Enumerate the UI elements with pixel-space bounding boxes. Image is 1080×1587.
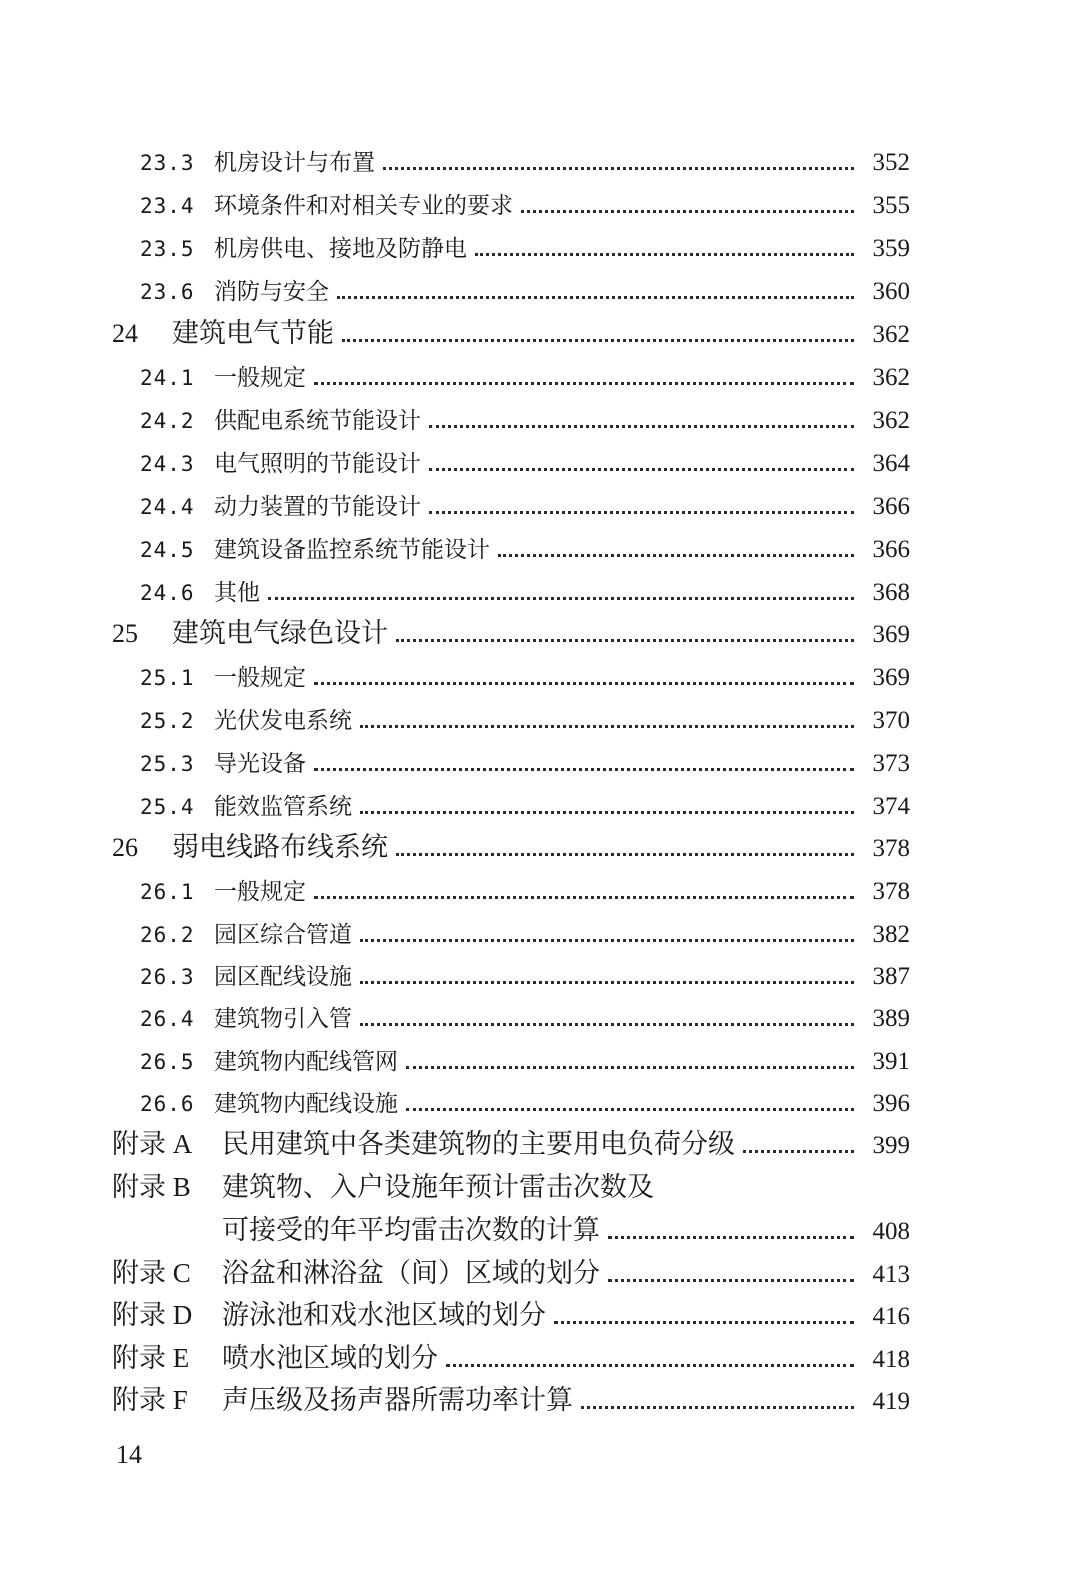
entry-page-number: 378 [872, 878, 910, 905]
entry-title: 供配电系统节能设计 [214, 408, 421, 434]
toc-entry[interactable] [140, 279, 910, 304]
entry-title: 其他 [214, 580, 260, 606]
dot-leader [446, 1364, 854, 1367]
entry-title: 消防与安全 [214, 279, 329, 305]
appendix-label: 附录 B [112, 1172, 191, 1202]
toc-entry[interactable] [140, 236, 910, 261]
dot-leader [554, 1321, 854, 1324]
chapter-number: 25 [112, 619, 138, 648]
chapter-number: 26 [112, 833, 138, 862]
entry-title: 导光设备 [214, 751, 306, 777]
dot-leader [429, 511, 854, 514]
entry-page-number: 419 [872, 1388, 910, 1415]
dot-leader [608, 1279, 854, 1282]
toc-appendix-entry[interactable] [112, 1387, 910, 1415]
toc-chapter-entry[interactable] [112, 620, 910, 648]
entry-number: 26.3 [140, 965, 195, 989]
dot-leader [429, 425, 854, 428]
dot-leader [521, 210, 854, 213]
entry-title: 机房供电、接地及防静电 [214, 236, 467, 262]
entry-number: 25.3 [140, 752, 195, 776]
entry-page-number: 378 [872, 835, 910, 862]
toc-entry[interactable] [140, 408, 910, 433]
entry-page-number: 368 [872, 579, 910, 606]
toc-appendix-entry[interactable] [112, 1131, 910, 1159]
entry-title: 一般规定 [214, 365, 306, 391]
entry-page-number: 370 [872, 707, 910, 734]
dot-leader [383, 167, 854, 170]
toc-appendix-entry[interactable] [112, 1302, 910, 1330]
entry-number: 23.4 [140, 194, 195, 218]
toc-entry[interactable] [140, 365, 910, 390]
toc-entry[interactable] [140, 665, 910, 690]
dot-leader [396, 639, 854, 642]
toc-entry[interactable] [140, 537, 910, 562]
entry-page-number: 389 [872, 1005, 910, 1032]
dot-leader [498, 554, 854, 557]
entry-number: 23.5 [140, 237, 195, 261]
entry-page-number: 352 [872, 149, 910, 176]
toc-entry[interactable] [140, 751, 910, 776]
toc-appendix-entry[interactable] [112, 1260, 910, 1288]
entry-page-number: 362 [872, 321, 910, 348]
entry-page-number: 366 [872, 493, 910, 520]
entry-page-number: 369 [872, 621, 910, 648]
toc-appendix-entry[interactable] [112, 1174, 910, 1201]
entry-number: 26.4 [140, 1007, 195, 1031]
entry-number: 26.5 [140, 1050, 195, 1074]
dot-leader [406, 1066, 854, 1069]
entry-title: 建筑物内配线设施 [214, 1091, 398, 1117]
entry-page-number: 369 [872, 664, 910, 691]
entry-title: 一般规定 [214, 665, 306, 691]
entry-title: 建筑物引入管 [214, 1006, 352, 1032]
toc-appendix-entry[interactable] [112, 1345, 910, 1373]
dot-leader [360, 1023, 854, 1026]
dot-leader [314, 896, 854, 899]
toc-entry[interactable] [140, 150, 910, 175]
chapter-title: 建筑电气绿色设计 [172, 618, 388, 649]
dot-leader [360, 981, 854, 984]
entry-page-number: 408 [872, 1218, 910, 1245]
entry-number: 26.6 [140, 1092, 195, 1116]
dot-leader [337, 296, 854, 299]
toc-entry[interactable] [140, 193, 910, 218]
entry-page-number: 362 [872, 407, 910, 434]
entry-number: 24.1 [140, 366, 195, 390]
entry-page-number: 391 [872, 1048, 910, 1075]
dot-leader [360, 811, 854, 814]
entry-number: 23.6 [140, 280, 195, 304]
appendix-label: 附录 C [112, 1258, 191, 1288]
entry-number: 24.2 [140, 409, 195, 433]
appendix-title-continued: 可接受的年平均雷击次数的计算 [222, 1215, 600, 1246]
entry-page-number: 355 [872, 192, 910, 219]
toc-entry[interactable] [140, 708, 910, 733]
entry-number: 24.3 [140, 452, 195, 476]
appendix-title: 声压级及扬声器所需功率计算 [222, 1385, 573, 1416]
dot-leader [342, 339, 854, 342]
entry-page-number: 366 [872, 536, 910, 563]
entry-page-number: 396 [872, 1090, 910, 1117]
entry-page-number: 382 [872, 921, 910, 948]
entry-number: 25.2 [140, 709, 195, 733]
entry-title: 能效监管系统 [214, 794, 352, 820]
entry-number: 26.1 [140, 880, 195, 904]
appendix-label: 附录 F [112, 1385, 188, 1415]
entry-page-number: 399 [872, 1132, 910, 1159]
appendix-title: 建筑物、入户设施年预计雷击次数及 [222, 1172, 654, 1203]
dot-leader [360, 939, 854, 942]
entry-title: 动力装置的节能设计 [214, 494, 421, 520]
chapter-title: 建筑电气节能 [172, 318, 334, 349]
entry-page-number: 360 [872, 278, 910, 305]
entry-page-number: 413 [872, 1261, 910, 1288]
entry-page-number: 373 [872, 750, 910, 777]
entry-page-number: 374 [872, 793, 910, 820]
toc-entry[interactable] [140, 1091, 910, 1116]
entry-page-number: 364 [872, 450, 910, 477]
entry-page-number: 416 [872, 1303, 910, 1330]
entry-number: 25.4 [140, 795, 195, 819]
toc-entry[interactable] [140, 580, 910, 605]
entry-number: 24.6 [140, 581, 195, 605]
toc-entry[interactable] [140, 964, 910, 989]
toc-entry[interactable] [140, 879, 910, 904]
toc-entry[interactable] [140, 794, 910, 819]
chapter-title: 弱电线路布线系统 [172, 832, 388, 863]
dot-leader [314, 382, 854, 385]
entry-number: 24.5 [140, 538, 195, 562]
entry-title: 一般规定 [214, 879, 306, 905]
appendix-title: 民用建筑中各类建筑物的主要用电负荷分级 [222, 1129, 735, 1160]
dot-leader [314, 682, 854, 685]
entry-title: 建筑设备监控系统节能设计 [214, 537, 490, 563]
toc-entry[interactable] [140, 1049, 910, 1074]
dot-leader [581, 1406, 854, 1409]
entry-title: 机房设计与布置 [214, 150, 375, 176]
dot-leader [743, 1150, 854, 1153]
entry-title: 环境条件和对相关专业的要求 [214, 193, 513, 219]
dot-leader [475, 253, 854, 256]
appendix-title: 游泳池和戏水池区域的划分 [222, 1300, 546, 1331]
entry-page-number: 387 [872, 963, 910, 990]
toc-chapter-entry[interactable] [112, 320, 910, 348]
entry-page-number: 362 [872, 364, 910, 391]
page-folio-number: 14 [116, 1440, 142, 1469]
appendix-label: 附录 A [112, 1129, 193, 1159]
entry-title: 园区配线设施 [214, 964, 352, 990]
dot-leader [429, 468, 854, 471]
entry-number: 26.2 [140, 923, 195, 947]
toc-entry[interactable] [140, 494, 910, 519]
entry-title: 电气照明的节能设计 [214, 451, 421, 477]
toc-entry[interactable] [140, 1006, 910, 1031]
entry-page-number: 359 [872, 235, 910, 262]
appendix-title: 浴盆和淋浴盆（间）区域的划分 [222, 1258, 600, 1289]
dot-leader [396, 853, 854, 856]
dot-leader [314, 768, 854, 771]
dot-leader [268, 597, 854, 600]
appendix-title: 喷水池区域的划分 [222, 1343, 438, 1374]
toc-entry[interactable] [140, 922, 910, 947]
dot-leader [360, 725, 854, 728]
entry-number: 24.4 [140, 495, 195, 519]
entry-page-number: 418 [872, 1346, 910, 1373]
toc-chapter-entry[interactable] [112, 834, 910, 862]
toc-entry[interactable] [140, 451, 910, 476]
entry-number: 23.3 [140, 151, 195, 175]
entry-title: 园区综合管道 [214, 922, 352, 948]
appendix-label: 附录 E [112, 1343, 190, 1373]
entry-title: 光伏发电系统 [214, 708, 352, 734]
dot-leader [608, 1236, 854, 1239]
chapter-number: 24 [112, 319, 138, 348]
toc-appendix-continuation[interactable] [222, 1217, 910, 1245]
dot-leader [406, 1108, 854, 1111]
entry-number: 25.1 [140, 666, 195, 690]
entry-title: 建筑物内配线管网 [214, 1049, 398, 1075]
appendix-label: 附录 D [112, 1300, 193, 1330]
